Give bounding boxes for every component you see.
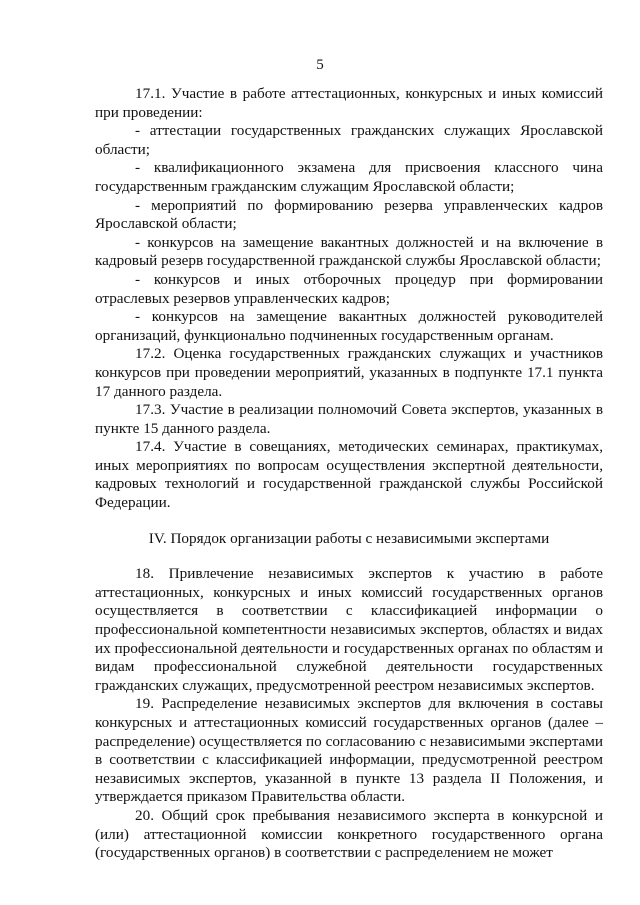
document-body <box>95 85 603 863</box>
list-item-reserve-formation: - мероприятий по формированию резерва управленческих кадров Ярославской области; <box>95 196 603 233</box>
page-number: 5 <box>316 57 324 73</box>
list-item-attestation: - аттестации государственных гражданских служащих Ярославской области; <box>95 122 603 158</box>
paragraph-20: 20. Общий срок пребывания независимого эксперта в конкурсной и (или) аттестационной комиссии конкретного государственного органа (государственных органов) в соответствии с распределением не может <box>95 806 603 862</box>
section-heading: IV. Порядок организации работы с независимыми экспертами <box>148 529 550 547</box>
paragraph-17-4: 17.4. Участие в совещаниях, методических семинарах, практикумах, иных мероприятиях по вопросам осуществления экспертной деятельности, кадровых технологий и государственной гражданской службы Российской Федерации. <box>95 438 603 512</box>
list-item-director-contests: - конкурсов на замещение вакантных должностей руководителей организаций, функционально подчиненных государственным органам. <box>95 308 603 344</box>
list-item-vacancy-contests: - конкурсов на замещение вакантных должностей и на включение в кадровый резерв государственной гражданской службы Ярославской области; <box>95 233 603 270</box>
list-item-selection-procedures: - конкурсов и иных отборочных процедур при формировании отраслевых резервов управленческих кадров; <box>95 270 603 307</box>
paragraph-17-3: 17.3. Участие в реализации полномочий Совета экспертов, указанных в пункте 15 данного раздела. <box>95 401 603 437</box>
list-item-qualification-exam: - квалификационного экзамена для присвоения классного чина государственным гражданским служащим Ярославской области; <box>95 159 603 195</box>
paragraph-19: 19. Распределение независимых экспертов для включения в составы конкурсных и аттестационных комиссий государственных органов (далее – распределение) осуществляется по согласованию с независимыми экспертами в соответствии с классификацией информации, предусмотренной реестром независимых экспертов, указанной в пункте 13 раздела II Положения, и утверждается приказом Правительства области. <box>95 695 603 806</box>
paragraph-17-1: 17.1. Участие в работе аттестационных, конкурсных и иных комиссий при проведении: <box>95 85 603 121</box>
paragraph-18: 18. Привлечение независимых экспертов к участию в работе аттестационных, конкурсных и иных комиссий государственных органов осуществляется в соответствии с классификацией информации о профессиональной компетентности независимых экспертов, областях и видах их профессиональной деятельности и государственных органах по областям и видам профессиональной служебной деятельности государственных гражданских служащих, предусмотренной реестром независимых экспертов. <box>95 565 603 694</box>
paragraph-17-2: 17.2. Оценка государственных гражданских служащих и участников конкурсов при проведении мероприятий, указанных в подпункте 17.1 пункта 17 данного раздела. <box>95 345 603 400</box>
